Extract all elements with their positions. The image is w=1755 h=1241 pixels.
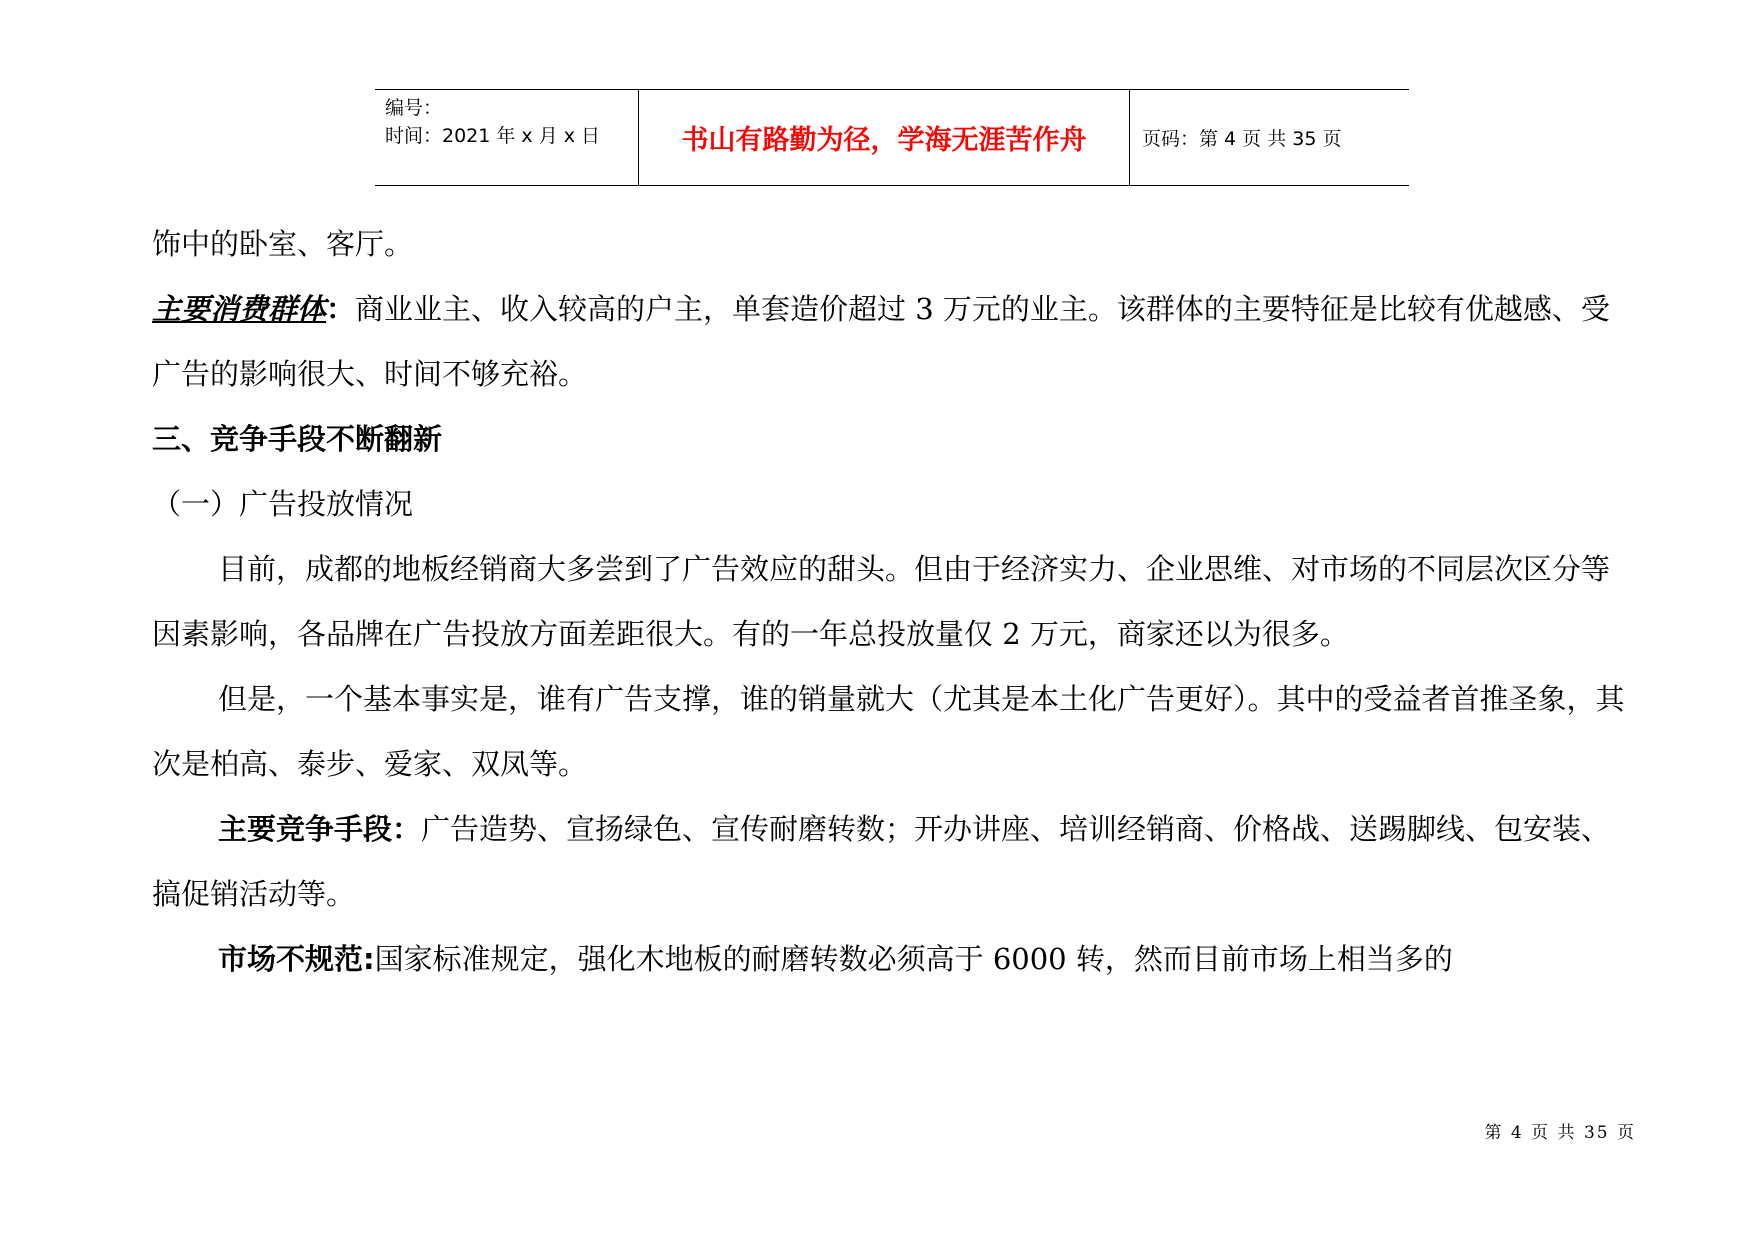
header-number: 编号： [385,97,443,119]
paragraph-lead: 市场不规范: [218,942,375,976]
document-header [375,89,1409,186]
section-heading: 三、竞争手段不断翻新 [152,422,443,456]
paragraph [152,277,1636,407]
paragraph-text: 国家标准规定，强化木地板的耐磨转数必须高于 6000 转，然而目前市场上相当多的 [374,942,1453,976]
paragraph: 饰中的卧室、客厅。 [152,227,414,261]
paragraph-lead: 主要消费群体 [152,292,327,326]
document-body [152,212,1636,992]
paragraph-text: 商业业主、收入较高的户主，单套造价超过 3 万元的业主。该群体的主要特征是比较有优越感、受广告的影响很大、时间不够充裕。 [152,292,1610,391]
paragraph-text: 广告造势、宣扬绿色、宣传耐磨转数；开办讲座、培训经销商、价格战、送踢脚线、包安装、搞促销活动等。 [152,812,1611,911]
subsection-heading: （一）广告投放情况 [152,487,414,521]
header-time: 时间：2021 年 x 月 x 日 [385,125,601,147]
header-meta [375,90,638,185]
paragraph: 但是，一个基本事实是，谁有广告支撑，谁的销量就大（尤其是本土化广告更好）。其中的受益者首推圣象，其次是柏高、泰步、爱家、双凤等。 [152,682,1625,781]
paragraph-lead: 主要竞争手段： [218,812,422,846]
header-page-number: 页码：第 4 页 共 35 页 [1142,128,1342,150]
paragraph [152,797,1636,927]
paragraph [152,927,1636,992]
header-motto: 书山有路勤为径，学海无涯苦作舟 [638,90,1130,185]
paragraph-lead-colon: ： [326,292,356,326]
paragraph: 目前，成都的地板经销商大多尝到了广告效应的甜头。但由于经济实力、企业思维、对市场的不同层次区分等因素影响，各品牌在广告投放方面差距很大。有的一年总投放量仅 2 万元，商家还以为很多。 [152,552,1611,651]
page-footer: 第 4 页 共 35 页 [1484,1123,1636,1143]
